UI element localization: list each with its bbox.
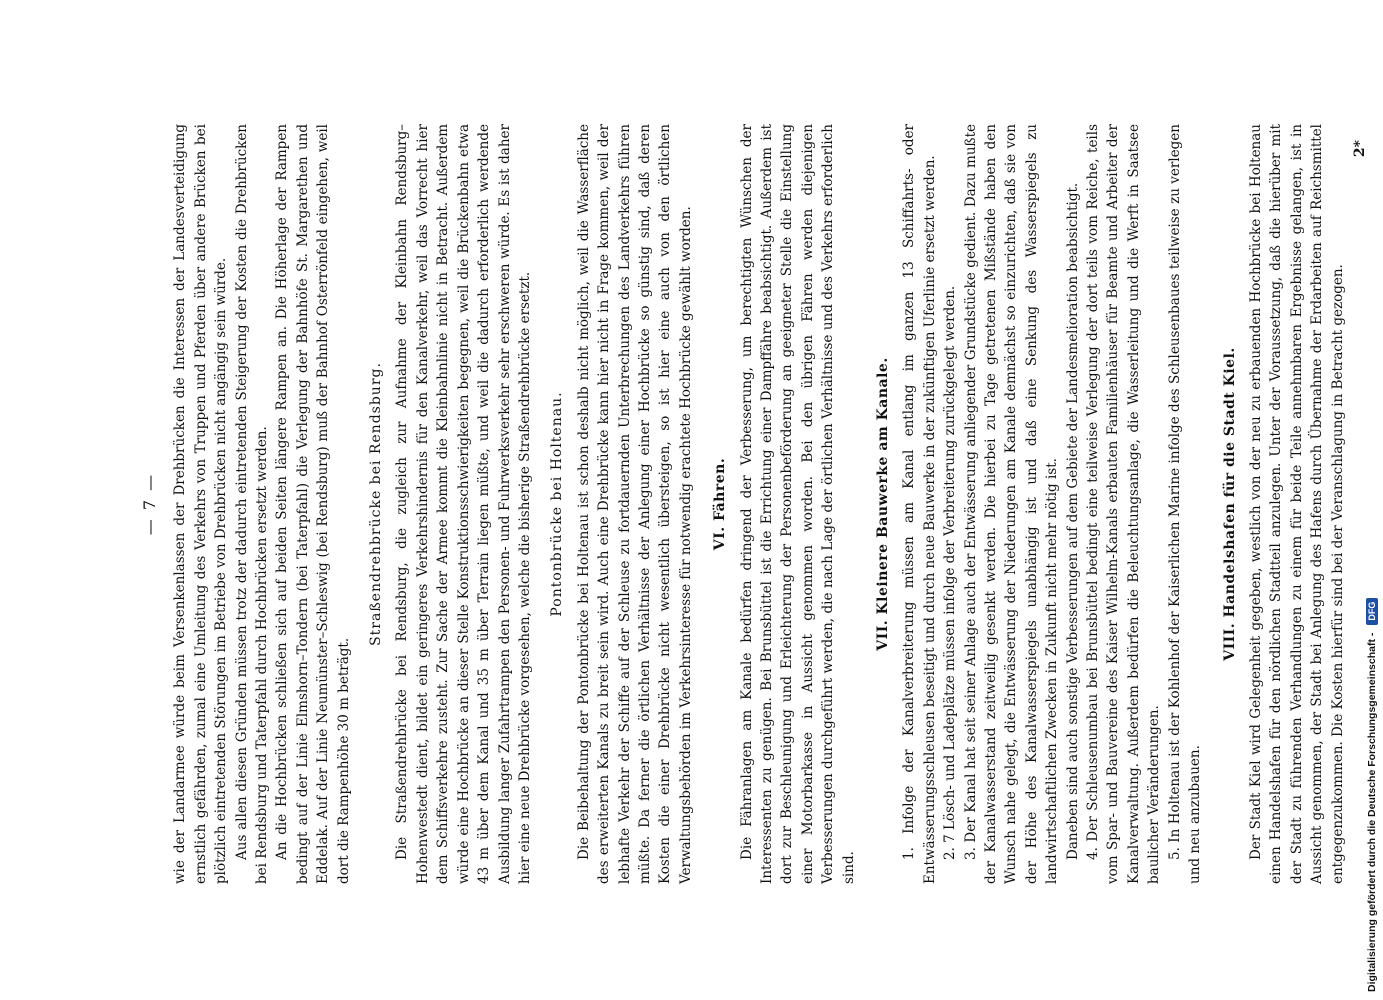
section-heading-faehren: VI. Fähren.	[712, 457, 729, 551]
dfg-logo: DFG	[1366, 598, 1378, 625]
subheading-holtenau: Pontonbrücke bei Holtenau.	[549, 391, 566, 617]
list-item: 4. Der Schleusenumbau bei Brunsbüttel bedingt eine teilweise Verlegung der dort teils vom Reiche, teils vom Spar- und Bauvereine des Kaiser Wilhelm-Kanals erbauten Familienhäuser für Beamte und Arbeiter der Kanalverwaltung. Außerdem bedürfen die Beleuchtungsanlage, die Wasserleitung und die Werft in Saatsee baulicher Veränderungen.	[1085, 124, 1163, 884]
paragraph: Die Beibehaltung der Pontonbrücke bei Holtenau ist schon deshalb nicht möglich, weil die Wasserfläche des erweiterten Kanals zu breit sein wird. Auch eine Drehbrücke kann hier nicht in Frage kommen, weil der lebhafte Verkehr der Schiffe auf der Schleuse zu fortdauernden Unterbrechungen des Landverkehrs führen müßte. Da ferner die örtlichen Verhältnisse der Anlegung einer Hochbrücke so günstig sind, daß deren Kosten die einer Drehbrücke nicht wesentlich übersteigen, so ist hier eine auch von den örtlichen Verwaltungsbehörden im Verkehrsinteresse für notwendig erachtete Hochbrücke gewählt worden.	[575, 124, 694, 884]
list-item: 1. Infolge der Kanalverbreiterung müssen am Kanal entlang im ganzen 13 Schiffahrts- oder Entwässerungsschleusen beseitigt und durch neue Bauwerke in der zukünftigen Uferlinie ersetzt werden.	[901, 124, 938, 884]
credit-text: Digitalisierung gefördert durch die Deutsche Forschungsgemeinschaft -	[1366, 632, 1378, 992]
paragraph: Aus allen diesen Gründen müssen trotz der dadurch eintretenden Steigerung der Kosten die Drehbrücken bei Rendsburg und Taterpfahl durch Hochbrücken ersetzt werden.	[233, 124, 271, 884]
list-item: Daneben sind auch sonstige Verbesserungen auf dem Gebiete der Landesmelioration beabsichtigt.	[1064, 182, 1081, 860]
page-number: — 7 —	[140, 472, 159, 536]
list-item: 3. Der Kanal hat seit seiner Anlage auch der Entwässerung anliegender Grundstücke gedient. Dazu mußte der Kanalwasserstand zeitweilig gesenkt werden. Die hierbei zu Tage getretenen Mißstände haben den Wunsch nahe gelegt, die Entwässerung der Niederungen am Kanale demnächst so einzurichten, daß sie von der Höhe des Kanalwasserspiegels unabhängig ist und daß eine Senkung des Wasserspiegels zu landwirtschaftlichen Zwecken in Zukunft nicht mehr nötig ist.	[962, 124, 1061, 884]
paragraph: wie der Landarmee würde beim Versenkenlassen der Drehbrücken die Interessen der Landesverteidigung ernstlich gefährden, zumal eine Umleitung des Verkehrs von Truppen und Pferden über andere Brücken bei plötzlich eintretenden Störungen im Betriebe von Drehbrücken nicht angängig sein würde.	[172, 124, 230, 884]
section-heading-kiel: VIII. Handelshafen für die Stadt Kiel.	[1221, 347, 1238, 661]
subheading-rendsburg: Straßendrehbrücke bei Rendsburg.	[368, 362, 385, 646]
paragraph: Der Stadt Kiel wird Gelegenheit gegeben, westlich von der neu zu erbauenden Hochbrücke bei Holtenau einen Handelshafen für den nördlichen Stadtteil anzulegen. Unter der Voraussetzung, daß die hierüber mit der Stadt zu führenden Verhandlungen zu einem für beide Teile annehmbaren Ergebnisse gelangen, ist in Aussicht genommen, der Stadt bei Anlegung des Hafens durch Übernahme der Erdarbeiten auf Reichsmittel entgegenzukommen. Die Kosten hierfür sind bei der Veranschlagung in Betracht gezogen.	[1247, 124, 1346, 884]
digitization-credit	[1363, 8, 1381, 992]
list-item: 2. 7 Lösch- und Ladeplätze müssen infolge der Verbreiterung zurückgelegt werden.	[942, 285, 959, 860]
paragraph: Die Fähranlagen am Kanale bedürfen dringend der Verbesserung, um berechtigten Wünschen der Interessenten zu genügen. Bei Brunsbüttel ist die Errichtung einer Dampffähre beabsichtigt. Außerdem ist dort zur Beschleunigung und Erleichterung der Personenbeförderung an geeigneter Stelle die Einstellung einer Motorbarkasse in Aussicht genommen worden. Bei den übrigen Fähren werden diejenigen Verbesserungen durchgeführt werden, die nach Lage der örtlichen Verhältnisse und des Verkehrs erforderlich sind.	[738, 124, 857, 884]
paragraph: Die Straßendrehbrücke bei Rendsburg, die zugleich zur Aufnahme der Kleinbahn Rendsburg–Hohenwestedt dient, bildet ein geringeres Verkehrshindernis für den Kanalverkehr, weil das Vorrecht hier dem Schiffsverkehre zusteht. Zur Sache der Armee kommt die Kleinbahnlinie nicht in Betracht. Außerdem würde eine Hochbrücke an dieser Stelle Konstruktionsschwierigkeiten begegnen, weil die Brückenbahn etwa 43 m über dem Kanal und 35 m über Terrain liegen müßte, und weil die dadurch erforderlich werdende Ausbildung langer Zufahrtrampen den Personen- und Fuhrwerksverkehr sehr erschweren würde. Es ist daher hier eine neue Drehbrücke vorgesehen, welche die bisherige Straßendrehbrücke ersetzt.	[394, 124, 533, 884]
signature-mark: 2*	[1351, 140, 1368, 158]
list-item: 5. In Holtenau ist der Kohlenhof der Kaiserlichen Marine infolge des Schleusenbaues teilweise zu verlegen und neu anzubauen.	[1166, 124, 1204, 884]
page-content	[140, 124, 1370, 884]
section-heading-bauwerke: VII. Kleinere Bauwerke am Kanale.	[875, 357, 891, 651]
paragraph: An die Hochbrücken schließen sich auf beiden Seiten längere Rampen an. Die Höherlage der Rampen bedingt auf der Linie Elmshorn–Tondern (bei Taterpfahl) die Verlegung der Bahnhöfe St. Margarethen und Eddelak. Auf der Linie Neumünster–Schleswig (bei Rendsburg) muß der Bahnhof Osterrönfeld eingehen, weil dort die Rampenhöhe 30 m beträgt.	[274, 124, 352, 884]
